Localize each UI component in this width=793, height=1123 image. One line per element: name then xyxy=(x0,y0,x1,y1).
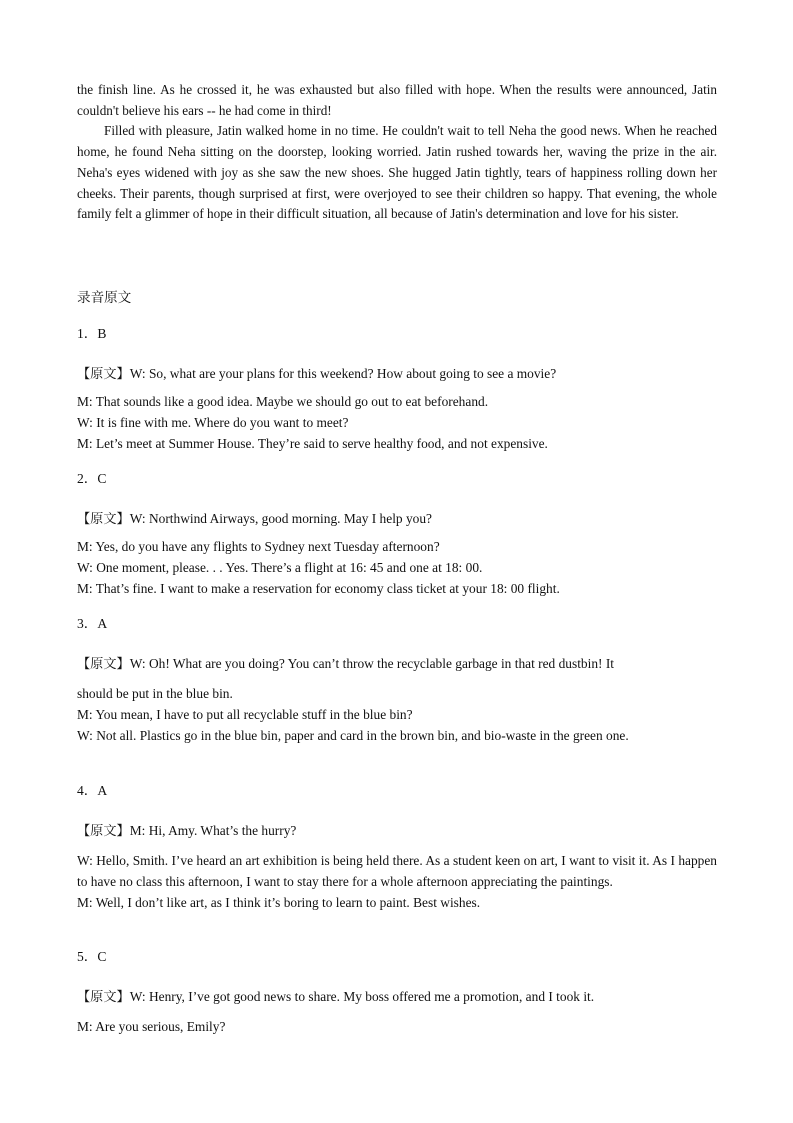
dialogue-line: W: It is fine with me. Where do you want to meet? xyxy=(77,414,349,430)
dialogue-text: W: Henry, I’ve got good news to share. My boss offered me a promotion, and I took it. xyxy=(129,989,595,1004)
answer-label: 2．C xyxy=(77,471,107,486)
dialogue-block xyxy=(77,537,717,599)
dialogue-line: M: You mean, I have to put all recyclable stuff in the blue bin? xyxy=(77,706,413,722)
answer-label: 3．A xyxy=(77,616,108,631)
dialogue-line: M: Well, I don’t like art, as I think it’s boring to learn to paint. Best wishes. xyxy=(77,894,481,910)
dialogue-block xyxy=(77,1017,717,1038)
story-paragraph: the finish line. As he crossed it, he was exhausted but also filled with hope. When the results were announced, Jatin couldn't believe his ears -- he had come in third! xyxy=(77,82,717,118)
dialogue-text: M: Hi, Amy. What’s the hurry? xyxy=(129,823,297,838)
dialogue-block xyxy=(77,684,717,746)
dialogue-first-line xyxy=(77,508,722,527)
transcript-tag: 【原文】 xyxy=(77,824,130,839)
story-paragraph: Filled with pleasure, Jatin walked home in no time. He couldn't wait to tell Neha the good news. When he reached home, he found Neha sitting on the doorstep, looking worried. Jatin rushed towards her, waving the prize in the air. Neha's eyes widened with joy as she saw the new shoes. She hugged Jatin tightly, tears of happiness rolling down her cheeks. Their parents, though surprised at first, were overjoyed to see their children so happy. That evening, the whole family felt a glimmer of hope in their difficult situation, all because of Jatin's determination and love for his sister. xyxy=(77,123,717,222)
dialogue-text: W: So, what are your plans for this weekend? How about going to see a movie? xyxy=(129,366,557,381)
transcript-tag: 【原文】 xyxy=(77,367,130,382)
section-heading: 录音原文 xyxy=(77,290,132,306)
dialogue-line: M: Let’s meet at Summer House. They’re said to serve healthy food, and not expensive. xyxy=(77,435,548,451)
answer-label: 5．C xyxy=(77,949,107,964)
dialogue-text: W: Northwind Airways, good morning. May I help you? xyxy=(129,511,432,526)
dialogue-first-line xyxy=(77,653,722,672)
transcript-tag: 【原文】 xyxy=(77,512,130,527)
dialogue-line: should be put in the blue bin. xyxy=(77,686,233,701)
dialogue-first-line xyxy=(77,986,722,1005)
dialogue-block xyxy=(77,392,717,454)
dialogue-line: M: Are you serious, Emily? xyxy=(77,1019,226,1034)
dialogue-text: W: Oh! What are you doing? You can’t throw the recyclable garbage in that red dustbin! It xyxy=(129,656,615,671)
dialogue-first-line xyxy=(77,363,722,382)
answer-label: 4．A xyxy=(77,783,108,798)
dialogue-first-line xyxy=(77,820,722,839)
answer-label: 1．B xyxy=(77,326,107,341)
dialogue-line: M: That sounds like a good idea. Maybe we should go out to eat beforehand. xyxy=(77,394,489,409)
transcript-tag: 【原文】 xyxy=(77,990,130,1005)
dialogue-line: W: Not all. Plastics go in the blue bin, paper and card in the brown bin, and bio-waste in the green one. xyxy=(77,727,629,743)
dialogue-line: W: One moment, please. . . Yes. There’s a flight at 16: 45 and one at 18: 00. xyxy=(77,559,483,575)
dialogue-block xyxy=(77,851,717,913)
story-text xyxy=(77,80,717,225)
dialogue-line: M: That’s fine. I want to make a reservation for economy class ticket at your 18: 00 flight. xyxy=(77,580,560,596)
transcript-tag: 【原文】 xyxy=(77,657,130,672)
dialogue-line: M: Yes, do you have any flights to Sydney next Tuesday afternoon? xyxy=(77,539,440,554)
dialogue-line: W: Hello, Smith. I’ve heard an art exhibition is being held there. As a student keen on art, I want to visit it. As I happen to have no class this afternoon, I want to stay there for a whole afternoon appreciating the paintings. xyxy=(77,853,717,889)
